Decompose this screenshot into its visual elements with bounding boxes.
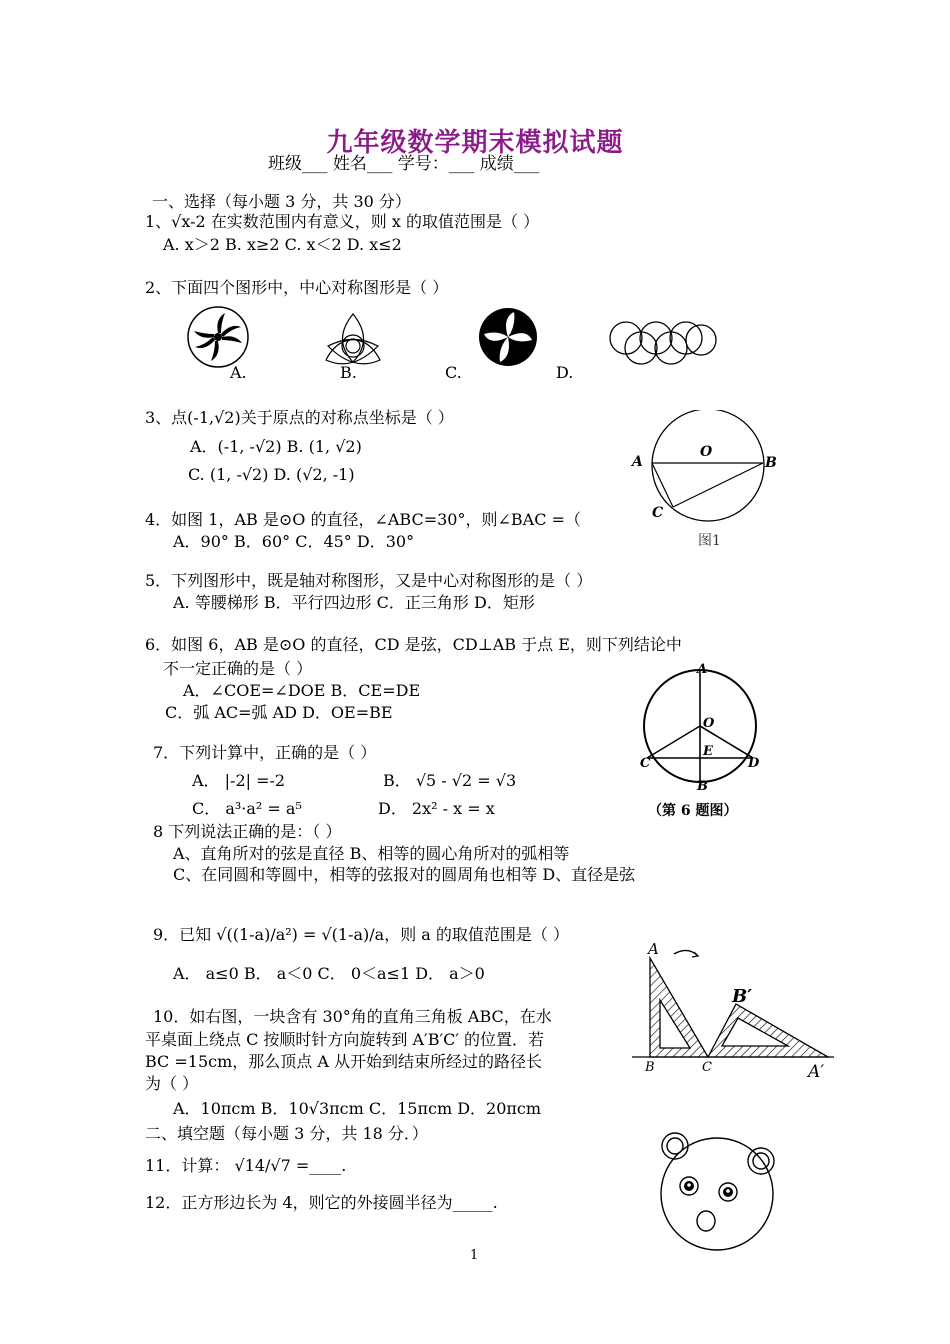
fig10-label-a-prime: A′: [808, 1062, 825, 1082]
fig1-label-a: A: [632, 454, 643, 470]
q2-figure-d-rings: [606, 318, 718, 366]
q2-figure-b-triquetra: [322, 310, 384, 368]
q4-options: A．90° B．60° C．45° D．30°: [173, 532, 415, 551]
fig1-label-c: C: [652, 505, 664, 521]
fig10-label-b: B: [645, 1060, 655, 1075]
q7-stem: 7．下列计算中，正确的是（ ）: [153, 743, 377, 762]
bear-face-figure: [655, 1128, 780, 1253]
q2-label-c: C.: [445, 363, 462, 382]
section2-heading: 二、填空题（每小题 3 分，共 18 分．）: [145, 1124, 428, 1143]
exam-title: 九年级数学期末模拟试题: [326, 128, 624, 158]
q3-stem: 3、点(-1,√2)关于原点的对称点坐标是（ ）: [145, 408, 454, 427]
q10-line4: 为（ ）: [145, 1074, 199, 1093]
q2-figure-c-black-pinwheel: [476, 306, 540, 368]
fig6-label-b: B: [697, 779, 708, 794]
q9-stem: 9．已知 √((1-a)/a²) = √(1-a)/a，则 a 的取值范围是（ ）: [153, 925, 570, 944]
q6-stem-line2: 不一定正确的是（ ）: [163, 659, 313, 678]
fig1-label-b: B: [765, 455, 777, 471]
q7-option-a: A． |-2| =-2: [192, 771, 286, 790]
fig6-label-a: A: [697, 662, 708, 677]
q12: 12．正方形边长为 4，则它的外接圆半径为_____.: [145, 1193, 498, 1212]
q7-option-c: C． a³·a² = a⁵: [192, 799, 302, 818]
q3-options-ab: A．(-1, -√2) B. (1, √2): [190, 437, 362, 456]
page-number: 1: [470, 1248, 479, 1263]
q2-label-d: D.: [556, 363, 574, 382]
q10-line2: 平桌面上绕点 C 按顺时针方向旋转到 A′B′C′ 的位置．若: [145, 1030, 545, 1049]
q5-options: A. 等腰梯形 B．平行四边形 C．正三角形 D．矩形: [173, 593, 535, 612]
q6-options-cd: C．弧 AC=弧 AD D．OE=BE: [165, 703, 393, 722]
fig10-label-c: C: [702, 1060, 712, 1075]
fig6-label-c: C: [640, 756, 651, 771]
q1-stem: 1、√x-2 在实数范围内有意义，则 x 的取值范围是（ ）: [145, 212, 540, 231]
q8-options-ab: A、直角所对的弦是直径 B、相等的圆心角所对的弧相等: [173, 844, 570, 863]
q2-label-a: A.: [230, 363, 247, 382]
fig10-label-a: A: [648, 940, 659, 958]
q11: 11．计算： √14/√7 =____.: [145, 1156, 347, 1175]
q10-line3: BC =15cm，那么顶点 A 从开始到结束所经过的路径长: [145, 1052, 543, 1071]
fig1-caption: 图1: [698, 533, 721, 549]
q2-figure-a-pinwheel: [185, 305, 255, 369]
q6-stem-line1: 6．如图 6，AB 是⊙O 的直径，CD 是弦，CD⊥AB 于点 E，则下列结论中: [145, 635, 682, 654]
figure-6-circle: [635, 660, 765, 790]
header-fields: 班级___ 姓名___ 学号：___ 成绩___: [268, 154, 540, 174]
figure-1-circle: [625, 410, 785, 530]
q2-label-b: B.: [340, 363, 357, 382]
section1-heading: 一、选择（每小题 3 分，共 30 分）: [152, 192, 411, 211]
q5-stem: 5．下列图形中，既是轴对称图形，又是中心对称图形的是（ ）: [145, 571, 593, 590]
q3-options-cd: C. (1, -√2) D. (√2, -1): [188, 465, 355, 484]
q6-options-ab: A．∠COE=∠DOE B．CE=DE: [183, 681, 421, 700]
q8-options-cd: C、在同圆和等圆中，相等的弦报对的圆周角也相等 D、直径是弦: [173, 865, 636, 884]
q9-options: A． a≤0 B． a＜0 C． 0＜a≤1 D． a＞0: [173, 964, 485, 983]
fig6-label-o: O: [703, 716, 715, 731]
fig6-label-e-inner: E: [703, 744, 713, 759]
q10-line1: 10．如右图，一块含有 30°角的直角三角板 ABC，在水: [153, 1007, 552, 1026]
fig6-caption: （第 6 题图）: [648, 803, 738, 819]
q4-stem: 4．如图 1，AB 是⊙O 的直径，∠ABC=30°，则∠BAC =（: [145, 510, 581, 529]
fig1-label-o: O: [700, 444, 713, 460]
fig10-label-b-prime: B′: [732, 986, 752, 1007]
q7-option-b: B． √5 - √2 = √3: [383, 771, 517, 790]
q10-options: A．10πcm B．10√3πcm C．15πcm D．20πcm: [173, 1099, 542, 1118]
q2-stem: 2、下面四个图形中，中心对称图形是（ ）: [145, 278, 449, 297]
fig6-label-d: D: [748, 756, 760, 771]
q8-stem: 8 下列说法正确的是：（ ）: [153, 822, 342, 841]
q1-options: A. x＞2 B. x≥2 C. x＜2 D. x≤2: [163, 235, 402, 254]
q7-option-d: D． 2x² - x = x: [378, 799, 495, 818]
